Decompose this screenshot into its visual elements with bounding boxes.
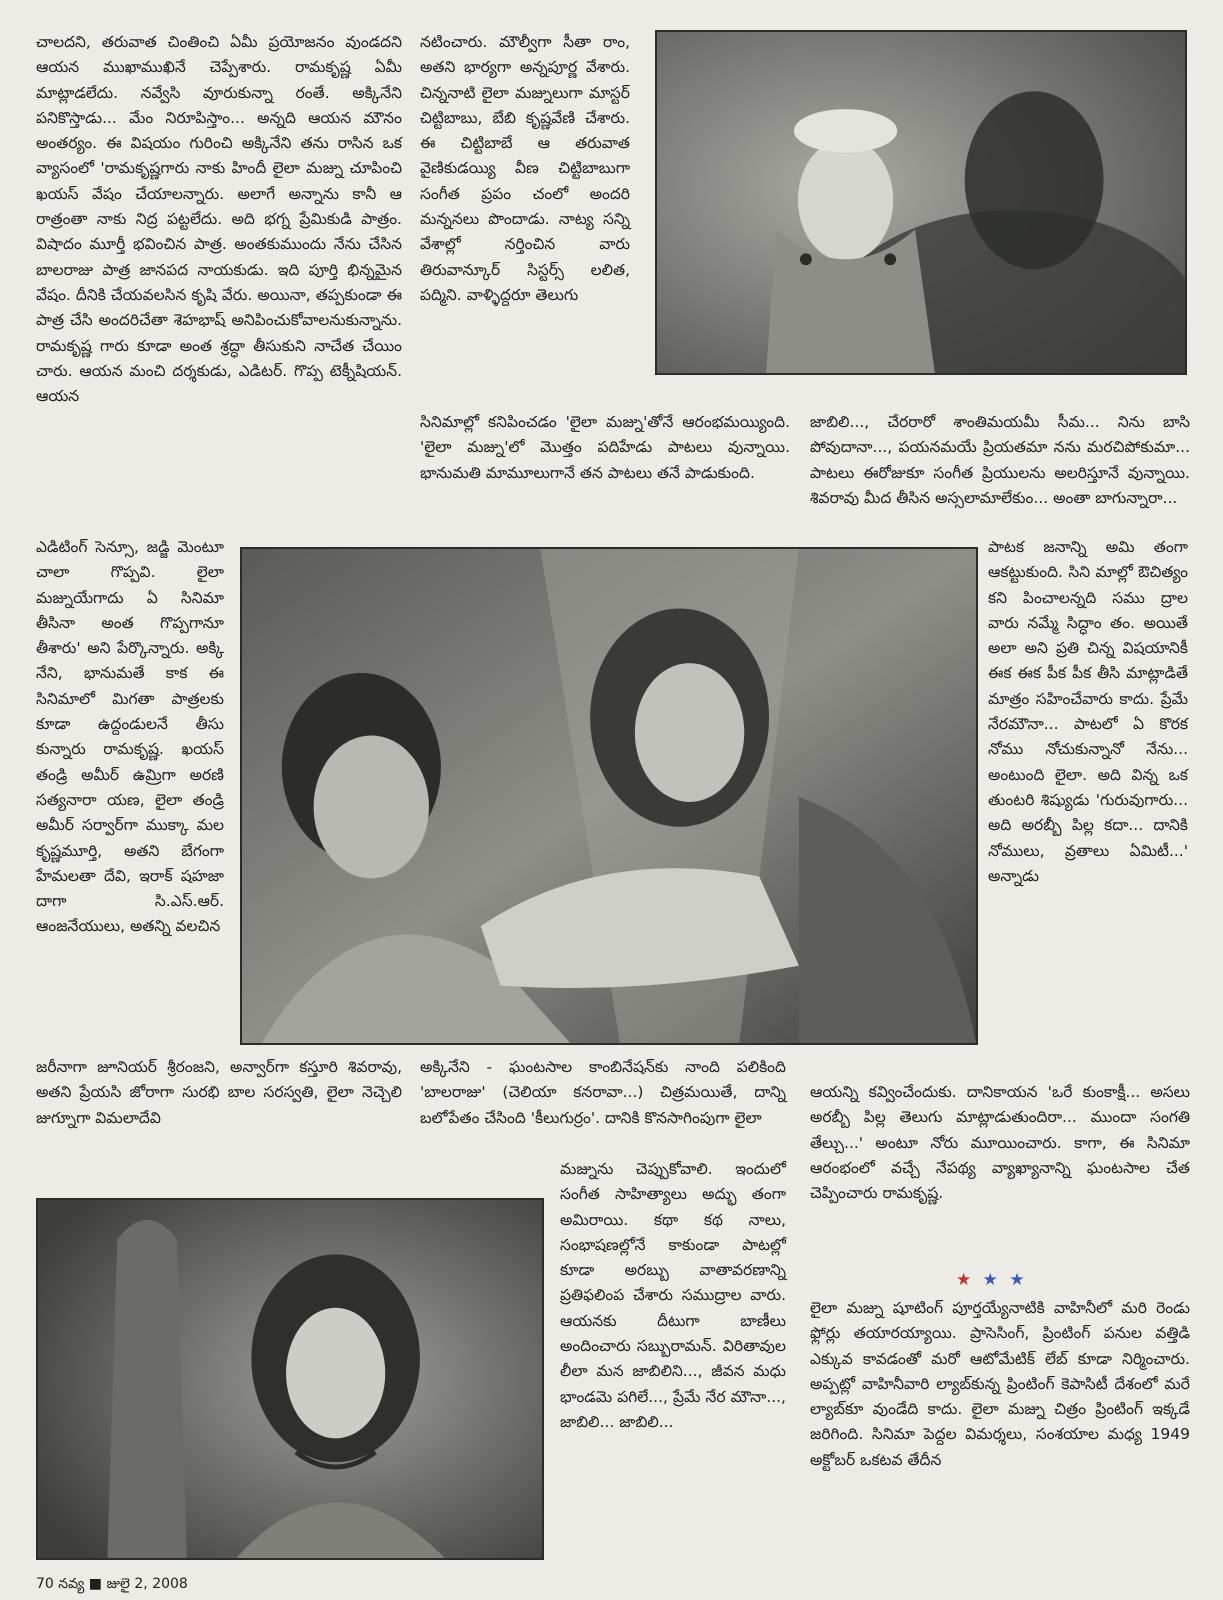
article-paragraph: పాటక జనాన్ని అమి తంగా ఆకట్టుకుంది. సిని మాల్లో ఔచిత్యం కని పించాలన్నది సము ద్రాల వారు నమ్మే సిద్ధాం తం. అయితే అలా అని ప్రతి చిన్న విషయానికీ ఈక ఈక పీక పీక తీసి మాట్లాడితే మాత్రం సహించేవారు కాదు. ప్రేమే నేరమౌనా... పాటలో ఏ కొరక నోము నోచుకున్నానో నేను... అంటుంది లైలా. అది విన్న ఒక తుంటరి శిష్యుడు 'గురువుగారు... అది అరబ్బీ పిల్ల కదా... దానికి నోములు, వ్రతాలు ఏమిటీ...' అన్నాడు (988, 538, 1188, 885)
star-icon: ★ (956, 1270, 975, 1290)
film-still-bottom-left (36, 1198, 544, 1560)
article-paragraph: జాబిలి..., చేరరారో శాంతిమయమీ సీమ... నిను బాసి పోవుదానా..., పయనమయే ప్రియతమా నను మరచిపోకుమా... పాటలు ఈరోజుకూ సంగీత ప్రియులను అలరిస్తూనే వున్నాయి. శివరావు మీద తీసిన అస్సలామాలేకుం... అంతా బాగున్నారా... (810, 413, 1190, 507)
article-paragraph: లైలా మజ్ను షూటింగ్ పూర్తయ్యేనాటికి వాహినీలో మరి రెండు ఫ్లోర్లు తయారయ్యాయి. ప్రాసెసింగ్, ప్రింటింగ్ పనుల వత్తిడి ఎక్కువ కావడంతో మరో ఆటోమేటిక్ లేబ్ కూడా నిర్మించారు. అప్పట్లో వాహినీవారి ల్యాబ్‌కున్న ప్రింటింగ్ కెపాసిటీ దేశంలో మరే ల్యాబ్‌కూ వుండేది కాదు. లైలా మజ్ను చిత్రం ప్రింటింగ్ ఇక్కడే జరిగింది. సినిమా పెద్దల విమర్శలు, సంశయాల మధ్య 1949 అక్టోబర్ ఒకటవ తేదీన (810, 1299, 1190, 1469)
col3-narrow-text (988, 535, 1188, 889)
article-paragraph: నటించారు. మౌల్వీగా సీతా రాం, అతని భార్యగా అన్నపూర్ణ వేశారు. చిన్ననాటి లైలా మజ్నులుగా మాస్టర్ చిట్టిబాబు, బేబి కృష్ణవేణి చేశారు. ఈ చిట్టిబాబే ఆ తరువాత వైణికుడయ్యి వీణ చిట్టిబాబుగా సంగీత ప్రపం చంలో అందరి మన్ననలు పొందాడు. నాట్య సన్ని వేశాల్లో నర్తించిన వారు తిరువాన్కూర్ సిస్టర్స్ లలిత, పద్మిని. వాళ్ళిద్దరూ తెలుగు (420, 33, 630, 304)
issue-date: జులై 2, 2008 (106, 1576, 188, 1592)
film-still-top-right (655, 30, 1187, 375)
page-number: 70 (36, 1576, 54, 1592)
star-icon: ★ (982, 1270, 1001, 1290)
section-separator-stars (956, 1270, 1028, 1290)
magazine-name: నవ్య (58, 1576, 85, 1592)
film-still-center (240, 547, 978, 1045)
col3-wide-text (810, 410, 1190, 511)
film-still-image (38, 1200, 542, 1558)
col3-mid-text (810, 1080, 1190, 1206)
page-footer (36, 1576, 188, 1595)
article-paragraph: అక్కినేని - ఘంటసాల కాంబినేషన్‌కు నాంది పలికింది 'బాలరాజు' (చెలియా కనరావా...) చిత్రమయితే, దాన్ని బలోపేతం చేసింది 'కీలుగుర్రం'. దానికి కొనసాగింపుగా లైలా (420, 1058, 786, 1127)
col2-wide-text (420, 410, 790, 486)
col1-bottom-text (36, 1055, 402, 1131)
col2-mid-text (420, 1055, 786, 1131)
footer-bullet: ■ (88, 1576, 103, 1592)
article-paragraph: సినిమాల్లో కనిపించడం 'లైలా మజ్ను'తోనే ఆరంభమయ్యింది. 'లైలా మజ్ను'లో మొత్తం పదిహేడు పాటలు వున్నాయి. భానుమతి మామూలుగానే తన పాటలు తనే పాడుకుంది. (420, 413, 790, 482)
col3-bottom-text (810, 1296, 1190, 1473)
star-icon: ★ (1009, 1270, 1028, 1290)
film-still-image (657, 32, 1185, 373)
article-paragraph: ఎడిటింగ్ సెన్సూ, జడ్జి మెంటూ చాలా గొప్పవి. లైలా మజ్నుయేగాదు ఏ సినిమా తీసినా అంత గొప్పగానూ తీశారు' అని పేర్కొన్నారు. అక్కి నేని, భానుమతే కాక ఈ సినిమాలో మిగతా పాత్రలకు కూడా ఉద్దండులనే తీసు కున్నారు రామకృష్ణ. ఖయస్ తండ్రి అమీర్ ఉమ్రిగా అరణి సత్యనారా యణ, లైలా తండ్రి అమీర్ సర్వార్‌గా ముక్కా మల కృష్ణమూర్తి, అతని బేగంగా హేమలతా దేవి, ఇరాక్ షహజా దాగా సి.ఎస్.ఆర్. ఆంజనేయులు, అతన్ని వలచిన (36, 538, 224, 936)
col1-narrow-text (36, 535, 224, 940)
article-paragraph: చాలదని, తరువాత చింతించి ఏమీ ప్రయోజనం వుండదని ఆయన ముఖాముఖినే చెప్పేశారు. రామకృష్ణ ఏమీ మాట్లాడలేదు. నవ్వేసి వూరుకున్నా రంతే. అక్కినేని పనికొస్తాడు... మేం నిరూపిస్తాం... అన్నది ఆయన మౌనం అంతర్యం. ఈ విషయం గురించి అక్కినేని తను రాసిన ఒక వ్యాసంలో 'రామకృష్ణగారు నాకు హిందీ లైలా మజ్ను చూపించి ఖయస్ వేషం చేయాలన్నారు. అలాగే అన్నాను కానీ ఆ రాత్రంతా నాకు నిద్ర పట్టలేదు. అది భగ్న ప్రేమికుడి పాత్రం. విషాదం మూర్తీ భవించిన పాత్ర. అంతకుముందు నేను చేసిన బాలరాజు పాత్ర జానపద నాయకుడు. ఇది పూర్తి భిన్నమైన వేషం. దీనికి చేయవలసిన కృషి వేరు. అయినా, తప్పకుండా ఈ పాత్ర చేసి అందరిచేతా శెహభాష్ అనిపించుకోవాలనుకున్నాను. రామకృష్ణ గారు కూడా అంత శ్రద్ధా తీసుకుని నాచేత చేయిం చారు. ఆయన మంచి దర్శకుడు, ఎడిటర్. గొప్ప టెక్నీషియన్. ఆయన (36, 33, 402, 406)
col1-top-text (36, 30, 402, 409)
article-paragraph: ఆయన్ని కవ్వించేందుకు. దానికాయన 'ఒరే కుంకాక్షీ... అసలు అరబ్బీ పిల్ల తెలుగు మాట్లాడుతుందిరా... ముందా సంగతి తేల్చు...' అంటూ నోరు మూయించారు. కాగా, ఈ సినిమా ఆరంభంలో వచ్చే నేపథ్య వ్యాఖ్యానాన్ని ఘంటసాల చేత చెప్పించారు రామకృష్ణ. (810, 1083, 1190, 1203)
film-still-image (242, 549, 976, 1043)
article-paragraph: జరీనాగా జూనియర్ శ్రీరంజని, అన్వార్‌గా కస్తూరి శివరావు, అతని ప్రేయసి జోరాగా సురభి బాల సరస్వతి, లైలా నెచ్చెలి జుగ్నూగా విమలాదేవి (36, 1058, 402, 1127)
col2-bottom-text (560, 1157, 786, 1435)
article-paragraph: మజ్నును చెప్పుకోవాలి. ఇందులో సంగీత సాహిత్యాలు అద్భు తంగా అమిరాయి. కథా కథ నాలు, సంభాషణల్లోనే కాకుండా పాటల్లో కూడా అరబ్బు వాతావరణాన్ని ప్రతిఫలింప చేశారు సముద్రాల వారు. ఆయనకు దీటుగా బాణీలు అందించారు సబ్బురామన్. విరితావుల లీలా మన జాబిలిని..., జీవన మధు భాండమె పగిలే..., ప్రేమే నేర మౌనా..., జాబిలి... జాబిలి... (560, 1160, 786, 1431)
col2-top-text (420, 30, 630, 308)
